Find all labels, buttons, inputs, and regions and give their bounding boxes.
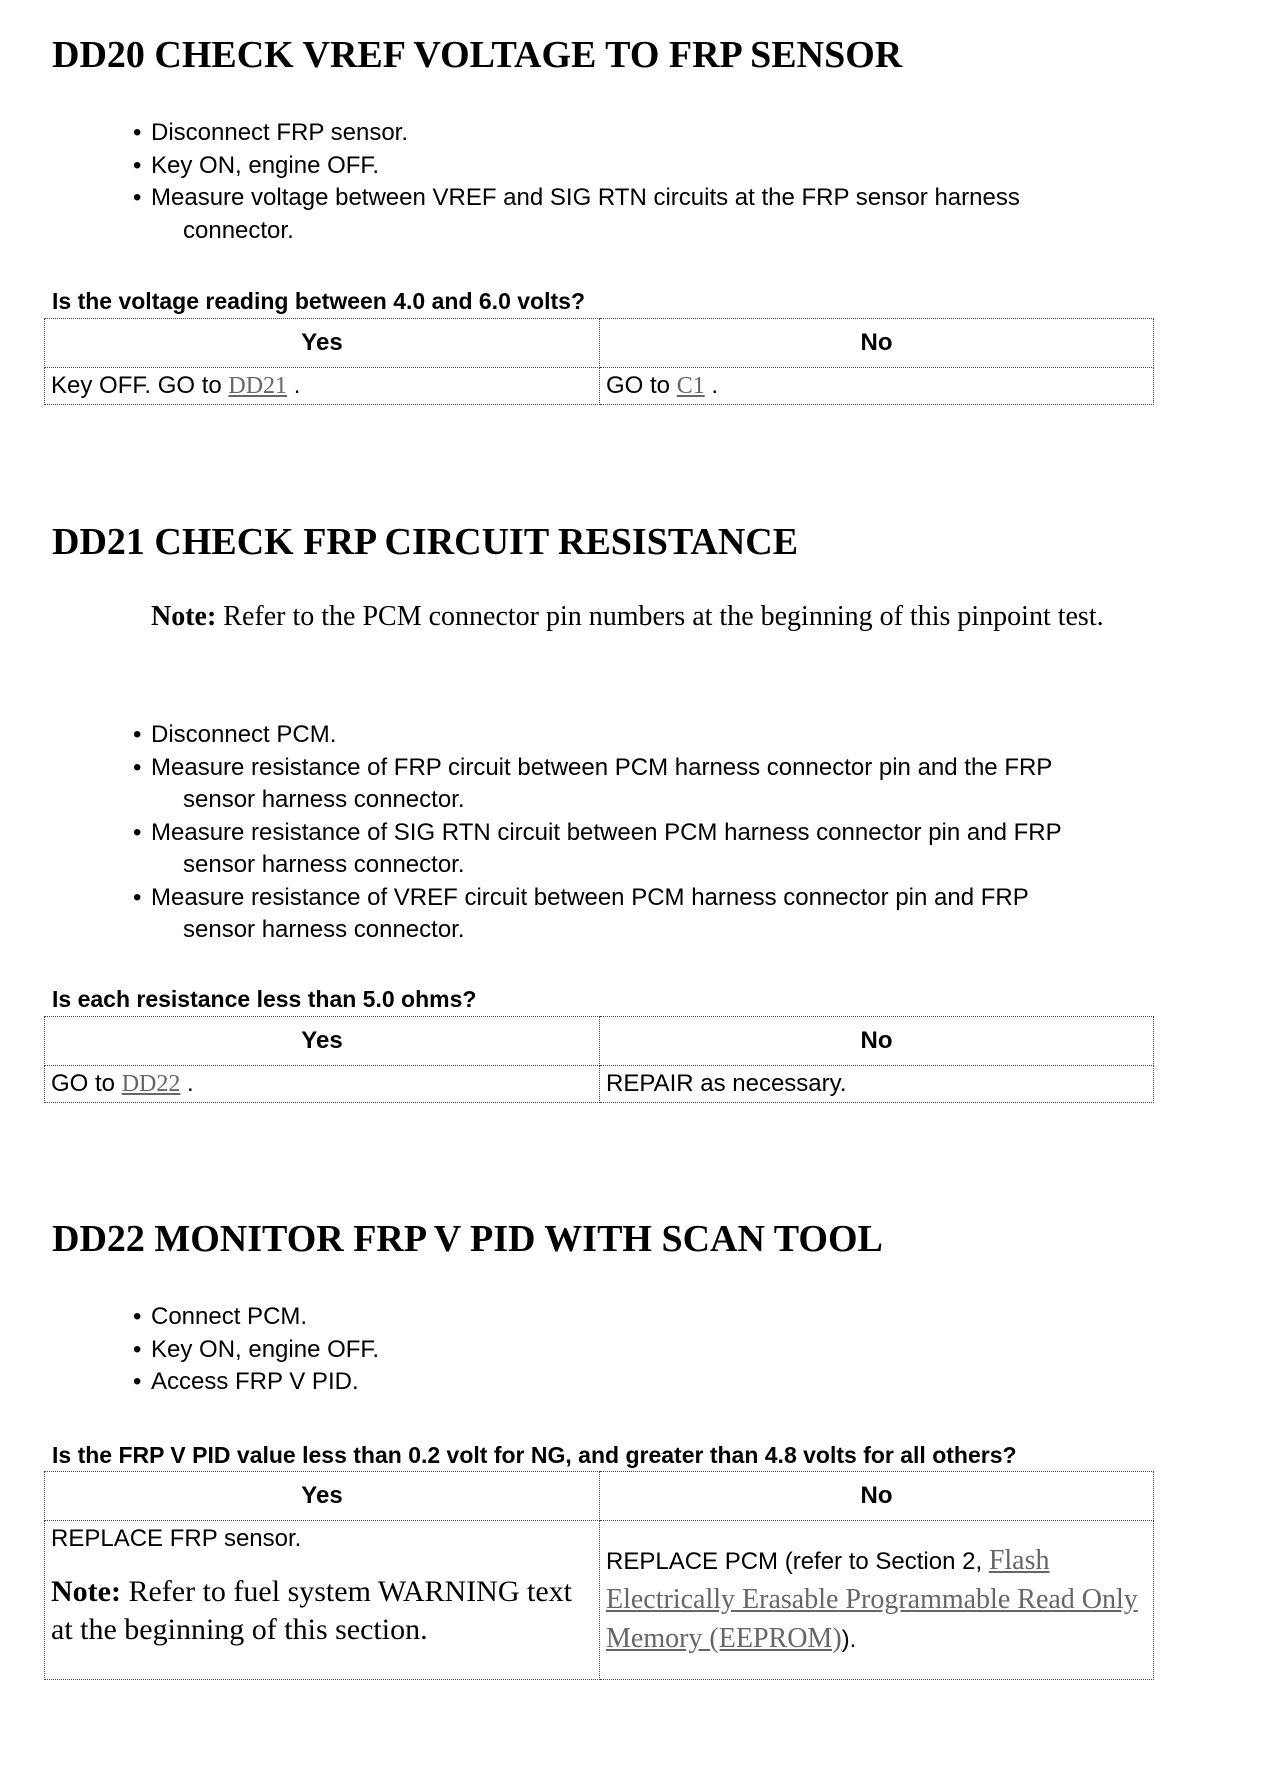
list-item: • Key ON, engine OFF. xyxy=(133,151,380,179)
dd22-heading: DD22 MONITOR FRP V PID WITH SCAN TOOL xyxy=(52,1218,883,1260)
dd22-no-cell: REPLACE PCM (refer to Section 2, Flash Electrically Erasable Programmable Read Only Memory (EEPROM)). xyxy=(600,1521,1154,1680)
yes-header: Yes xyxy=(45,1017,600,1066)
list-item: • Measure resistance of FRP circuit between PCM harness connector pin and the FRP sensor harness connector. xyxy=(133,753,1053,813)
link-c1[interactable]: C1 xyxy=(676,373,705,399)
dd21-yes-cell: GO to DD22 . xyxy=(45,1066,600,1103)
dd22-question: Is the FRP V PID value less than 0.2 volt for NG, and greater than 4.8 volts for all others? xyxy=(52,1442,1017,1468)
dd22-yes-cell: REPLACE FRP sensor. Note: Refer to fuel system WARNING text at the beginning of this section. xyxy=(45,1521,600,1680)
dd20-heading: DD20 CHECK VREF VOLTAGE TO FRP SENSOR xyxy=(52,34,903,76)
list-item: • Measure resistance of VREF circuit between PCM harness connector pin and FRP sensor harness connector. xyxy=(133,883,1029,943)
dd21-heading: DD21 CHECK FRP CIRCUIT RESISTANCE xyxy=(52,521,799,563)
list-item: • Measure resistance of SIG RTN circuit between PCM harness connector pin and FRP sensor harness connector. xyxy=(133,818,1062,878)
yes-header: Yes xyxy=(45,1472,600,1521)
link-flash-eeprom[interactable]: Flash Electrically Erasable Programmable Read Only Memory (EEPROM) xyxy=(606,1544,1138,1654)
dd21-steps xyxy=(133,719,1062,947)
list-item: • Connect PCM. xyxy=(133,1303,308,1330)
dd21-table xyxy=(44,1016,1154,1103)
dd22-yes-note: Note: Refer to fuel system WARNING text at the beginning of this section. xyxy=(51,1575,572,1646)
no-header: No xyxy=(600,319,1154,368)
link-dd21[interactable]: DD21 xyxy=(228,373,288,399)
dd20-no-cell: GO to C1 . xyxy=(600,368,1154,405)
dd21-no-cell: REPAIR as necessary. xyxy=(600,1066,1154,1103)
no-header: No xyxy=(600,1017,1154,1066)
yes-header: Yes xyxy=(45,319,600,368)
list-item: • Disconnect FRP sensor. xyxy=(133,119,409,146)
dd20-yes-cell: Key OFF. GO to DD21 . xyxy=(45,368,600,405)
dd21-question: Is each resistance less than 5.0 ohms? xyxy=(52,986,477,1012)
list-item: • Measure voltage between VREF and SIG RTN circuits at the FRP sensor harness connector. xyxy=(133,184,1020,244)
dd20-table xyxy=(44,318,1154,405)
list-item: • Access FRP V PID. xyxy=(133,1368,359,1395)
dd20-steps xyxy=(133,117,1020,247)
list-item: • Key ON, engine OFF. xyxy=(133,1335,380,1363)
dd20-question: Is the voltage reading between 4.0 and 6.0 volts? xyxy=(52,288,585,314)
link-dd22[interactable]: DD22 xyxy=(121,1071,181,1097)
dd22-steps xyxy=(133,1301,379,1399)
dd21-note: Note: Refer to the PCM connector pin numbers at the beginning of this pinpoint test. xyxy=(151,601,1104,632)
no-header: No xyxy=(600,1472,1154,1521)
dd22-table xyxy=(44,1471,1154,1680)
list-item: • Disconnect PCM. xyxy=(133,721,337,748)
